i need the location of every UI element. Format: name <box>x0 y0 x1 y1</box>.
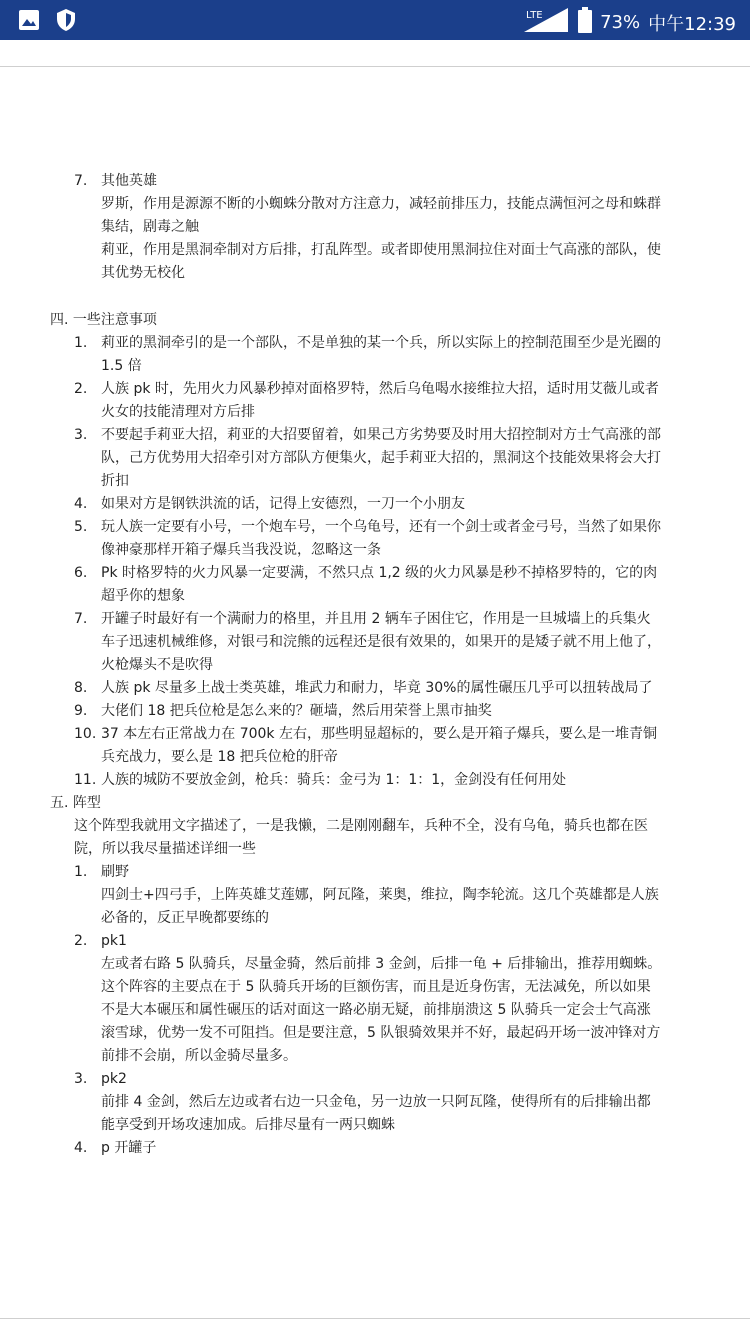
paragraph <box>0 193 750 239</box>
list-number: 10. <box>74 726 97 742</box>
list-number: 5. <box>74 519 88 535</box>
list-item-text: 前排 4 金剑，然后左边或者右边一只金龟，另一边放一只阿瓦隆，使得所有的后排输出都能享受到开场攻速加成。后排尽量有一两只蜘蛛 <box>101 1094 651 1133</box>
page-top-divider <box>0 66 750 67</box>
page-bottom-divider <box>0 1318 750 1319</box>
spacer <box>0 285 750 309</box>
section-heading: 四. 一些注意事项 <box>50 312 157 328</box>
list-item-text: 人族 pk 时，先用火力风暴秒掉对面格罗特，然后乌龟喝水接维拉大招，适时用艾薇儿或者火女的技能清理对方后排 <box>101 381 659 420</box>
lte-signal-icon <box>510 6 570 39</box>
list-number: 3. <box>74 427 88 443</box>
status-bar <box>0 0 750 40</box>
list-item-title: p 开罐子 <box>101 1140 157 1156</box>
list-item-text: 人族 pk 尽量多上战士类英雄，堆武力和耐力，毕竟 30%的属性碾压几乎可以扭转战局了 <box>101 680 653 696</box>
document-body <box>0 170 750 1160</box>
clock: 中午12:39 <box>648 13 736 35</box>
list-number: 4. <box>74 1140 88 1156</box>
paragraph-text: 莉亚，作用是黑洞牵制对方后排，打乱阵型。或者即使用黑洞拉住对面士气高涨的部队，使其优势无校化 <box>101 242 661 281</box>
list-number: 8. <box>74 680 88 696</box>
paragraph <box>0 239 750 285</box>
list-number: 1. <box>74 335 88 351</box>
list-item-text: 不要起手莉亚大招，莉亚的大招要留着，如果己方劣势要及时用大招控制对方士气高涨的部队，己方优势用大招牵引对方部队方便集火，起手莉亚大招的，黑洞这个技能效果将会大打折扣 <box>101 427 661 489</box>
shield-icon <box>56 8 76 36</box>
list-item <box>0 170 750 193</box>
list-number: 1. <box>74 864 88 880</box>
list-item-text: 人族的城防不要放金剑，枪兵：骑兵：金弓为 1：1：1，金剑没有任何用处 <box>101 772 567 788</box>
list-number: 7. <box>74 173 88 189</box>
battery-percent: 73% <box>600 12 641 33</box>
list-number: 7. <box>74 611 88 627</box>
list-item-title: 刷野 <box>101 864 129 880</box>
list-number: 4. <box>74 496 88 512</box>
image-icon <box>18 9 40 35</box>
list-item-text: 开罐子时最好有一个满耐力的格里，并且用 2 辆车子困住它，作用是一旦城墙上的兵集火车子迅速机械维修，对银弓和浣熊的远程还是很有效果的，如果开的是矮子就不用上他了，火枪爆头不是吹得 <box>101 611 661 673</box>
list-item-text: 如果对方是钢铁洪流的话，记得上安德烈，一刀一个小朋友 <box>101 496 465 512</box>
list-item-text: 左或者右路 5 队骑兵，尽量金骑，然后前排 3 金剑，后排一龟 + 后排输出，推荐用蜘蛛。这个阵容的主要点在于 5 队骑兵开场的巨额伤害，而且是近身伤害，无法减免，所以如果不是大本碾压和属性碾压的话对面这一路必崩无疑，前排崩溃这 5 队骑兵一定会士气高涨滚雪球，优势一发不可阻挡。但是要注意，5 队银骑效果并不好，最起码开场一波冲锋对方前排不会崩，所以金骑尽量多。 <box>101 956 662 1064</box>
list-number: 9. <box>74 703 88 719</box>
list-item-title: pk1 <box>101 933 127 949</box>
list-number: 6. <box>74 565 88 581</box>
list-item-text: 莉亚的黑洞牵引的是一个部队，不是单独的某一个兵，所以实际上的控制范围至少是光圈的 1.5 倍 <box>101 335 661 374</box>
list-item-title: pk2 <box>101 1071 127 1087</box>
list-item-text: 玩人族一定要有小号，一个炮车号，一个乌龟号，还有一个剑士或者金弓号，当然了如果你像神豪那样开箱子爆兵当我没说，忽略这一条 <box>101 519 661 558</box>
section-heading: 五. 阵型 <box>50 795 101 811</box>
list-item-title: 其他英雄 <box>101 173 157 189</box>
list-number: 2. <box>74 381 88 397</box>
network-type-label: LTE <box>526 10 543 21</box>
section-intro: 这个阵型我就用文字描述了，一是我懒，二是刚刚翻车，兵种不全，没有乌龟，骑兵也都在医院，所以我尽量描述详细一些 <box>74 818 648 857</box>
list-number: 11. <box>74 772 97 788</box>
battery-icon <box>578 7 592 38</box>
paragraph-text: 罗斯，作用是源源不断的小蜘蛛分散对方注意力，减轻前排压力，技能点满恒河之母和蛛群集结，剧毒之触 <box>101 196 661 235</box>
list-item-text: 四剑士+四弓手，上阵英雄艾莲娜，阿瓦隆，莱奥，维拉，陶李轮流。这几个英雄都是人族必备的，反正早晚都要练的 <box>101 887 659 926</box>
list-number: 3. <box>74 1071 88 1087</box>
list-item-text: Pk 时格罗特的火力风暴一定要满，不然只点 1,2 级的火力风暴是秒不掉格罗特的，它的肉超乎你的想象 <box>101 565 658 604</box>
list-item-text: 37 本左右正常战力在 700k 左右，那些明显超标的，要么是开箱子爆兵，要么是一堆青铜兵充战力，要么是 18 把兵位枪的肝帝 <box>101 726 657 765</box>
list-number: 2. <box>74 933 88 949</box>
list-item-text: 大佬们 18 把兵位枪是怎么来的？砸墙，然后用荣誉上黑市抽奖 <box>101 703 492 719</box>
